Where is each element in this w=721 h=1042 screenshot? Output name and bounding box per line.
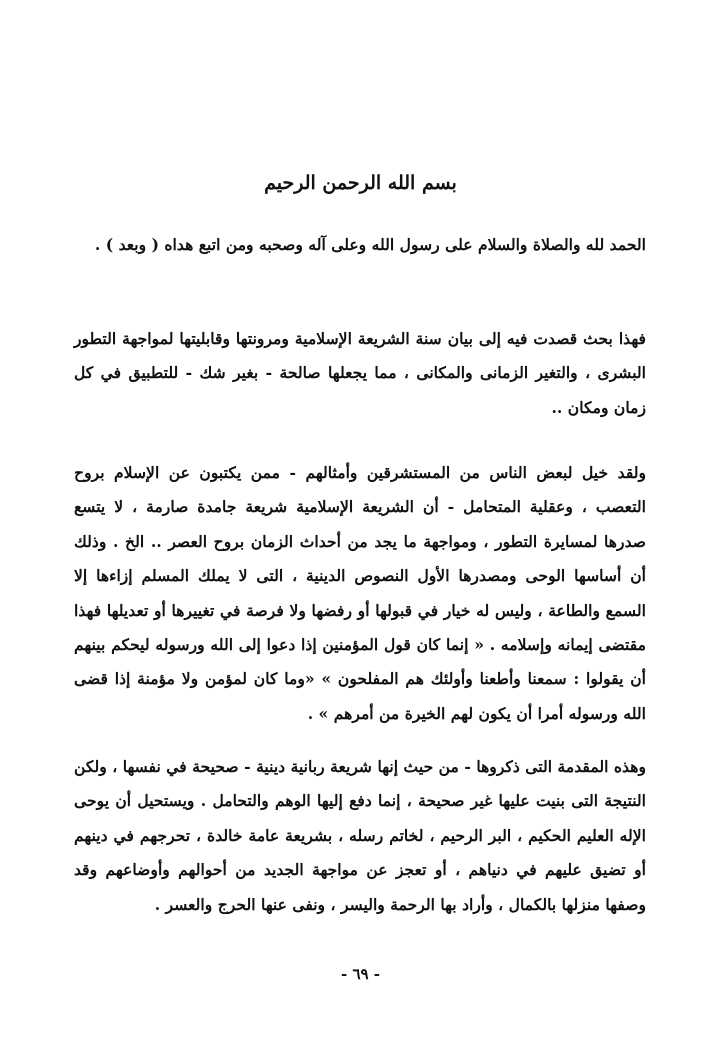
paragraph-orientalists-claim: ولقد خيل لبعض الناس من المستشرقين وأمثالهم - ممن يكتبون عن الإسلام بروح التعصب ، وعقلية المتحامل - أن الشريعة الإسلامية شريعة جامدة صارمة ، لا يتسع صدرها لمسايرة التطور ، ومواجهة ما يجد من أحداث الزمان بروح العصر .. الخ . وذلك أن أساسها الوحى ومصدرها الأول النصوص الدينية ، التى لا يملك المسلم إزاءها إلا السمع والطاعة ، وليس له خيار في قبولها أو رفضها ولا فرصة في تغييرها أو تعديلها فهذا مقتضى إيمانه وإسلامه . « إنما كان قول المؤمنين إذا دعوا إلى الله ورسوله ليحكم بينهم أن يقولوا : سمعنا وأطعنا وأولئك هم المفلحون » «وما كان لمؤمن ولا مؤمنة إذا قضى الله ورسوله أمرا أن يكون لهم الخيرة من أمرهم » . — [74, 463, 646, 723]
paragraph-purpose: فهذا بحث قصدت فيه إلى بيان سنة الشريعة الإسلامية ومرونتها وقابليتها لمواجهة التطور البشرى ، والتغير الزمانى والمكانى ، مما يجعلها صالحة - بغير شك - للتطبيق في كل زمان ومكان .. — [74, 329, 646, 417]
paragraph-opening: الحمد لله والصلاة والسلام على رسول الله وعلى آله وصحبه ومن اتبع هداه ( وبعد ) . — [94, 235, 646, 254]
page-title: بسم الله الرحمن الرحيم — [264, 172, 457, 194]
page-number: - ٦٩ - — [340, 965, 381, 983]
paragraph-response: وهذه المقدمة التى ذكروها - من حيث إنها شريعة ربانية دينية - صحيحة في نفسها ، ولكن النتيجة التى بنيت عليها غير صحيحة ، إنما دفع إليها الوهم والتحامل . ويستحيل أن يوحى الإله العليم الحكيم ، البر الرحيم ، لخاتم رسله ، بشريعة عامة خالدة ، تحرجهم في دينهم أو تضيق عليهم في دنياهم ، أو تعجز عن مواجهة الجديد من أحوالهم وأوضاعهم وقد وصفها منزلها بالكمال ، وأراد بها الرحمة واليسر ، ونفى عنها الحرج والعسر . — [74, 757, 646, 914]
